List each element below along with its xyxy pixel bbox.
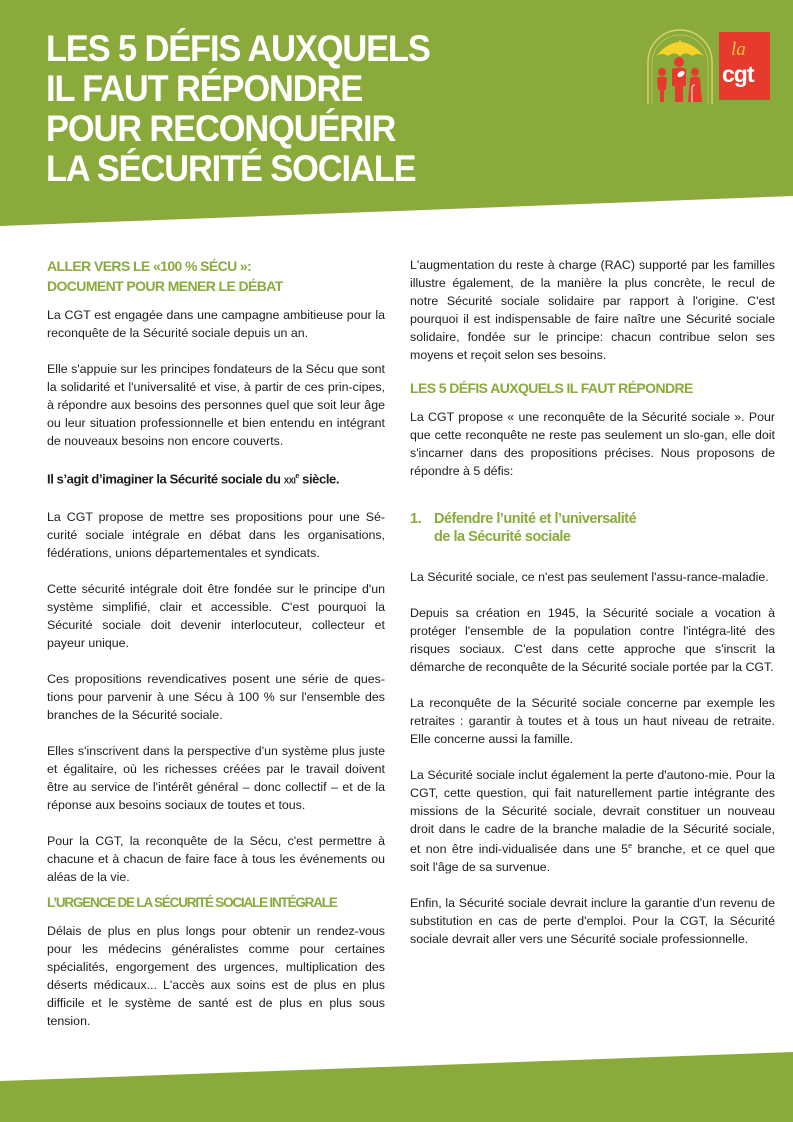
paragraph: Elle s'appuie sur les principes fondateurs de la Sécu que sont la solidarité et l'universalité et vise, à partir de ces prin-cipes, à répondre aux besoins des personnes quel que soit leur âge ou leur situation professionnelle et bien entendu en intégrant de nouveaux besoins non encore couverts. — [47, 362, 385, 448]
paragraph: La CGT est engagée dans une campagne ambitieuse pour la reconquête de la Sécurité sociale depuis un an. — [47, 308, 385, 340]
autonomie-text-end: branche, et ce quel que soit l'âge de sa survenue. — [410, 842, 775, 875]
securite-sociale-logo-icon — [642, 26, 718, 106]
autonomie-text: La Sécurité sociale inclut également la perte d'autono-mie. Pour la CGT, cette question, qui fait naturellement partie intégrante des missions de la Sécurité sociale, devrait constituer un nouveau droit dans le cadre de la branche maladie de la Sécurité sociale, et non être indi-vidualisée dans une 5 — [410, 768, 775, 857]
section-heading-urgence: L’URGENCE DE LA SÉCURITÉ SOCIALE INTÉGRALE — [47, 895, 337, 911]
paragraph: Pour la CGT, la reconquête de la Sécu, c'est permettre à chacune et à chacun de faire face à tous les événements ou aléas de la vie. — [47, 834, 385, 885]
footer-banner — [0, 1040, 793, 1122]
defi-1-heading — [410, 510, 775, 546]
autonomie-sup: e — [628, 843, 632, 850]
title-line-1: LES 5 DÉFIS AUXQUELS — [46, 28, 430, 69]
paragraph: L'augmentation du reste à charge (RAC) supporté par les familles illustre également, de la manière la plus concrète, le recul de notre Sécurité sociale solidaire par rapport à l'origine. C'est pourquoi il est indispensable de faire naître une Sécurité sociale solidaire, fondée sur le principe: chacun contribue selon ses moyens et reçoit selon ses besoins. — [410, 258, 775, 362]
lead-text-end: siècle. — [298, 471, 340, 487]
page-title — [46, 29, 567, 189]
lead-sup: e — [295, 473, 299, 480]
heading-line-1: ALLER VERS LE «100 % SÉCU »: — [47, 258, 252, 274]
paragraph: Délais de plus en plus longs pour obtenir un rendez-vous pour les médecins généralistes comme pour certaines spécialités, engorgement des urgences, multiplication des déserts médicaux... L'accès aux soins est de plus en plus difficile et le système de santé est de plus en plus sous tension. — [47, 924, 385, 1029]
paragraph: Enfin, la Sécurité sociale devrait inclure la garantie d'un revenu de substitution en cas de perte d'emploi. Pour la CGT, la Sécurité sociale devrait aller vers une Sécurité sociale professionnelle. — [410, 896, 775, 947]
paragraph: Cette sécurité intégrale doit être fondée sur le principe d'un système simplifié, clair et accessible. C'est pourquoi la Sécurité sociale doit devenir interlocuteur, collecteur et payeur unique. — [47, 582, 385, 651]
lead-century: XXI — [283, 476, 296, 486]
cgt-logo-la: la — [731, 39, 746, 60]
title-line-3: POUR RECONQUÉRIR — [46, 108, 396, 149]
paragraph: La CGT propose « une reconquête de la Sécurité sociale ». Pour que cette reconquête ne reste pas seulement un slo-gan, elle doit s'incarner dans des propositions précises. Nous proposons de répondre à 5 défis: — [410, 410, 775, 478]
paragraph: Elles s'inscrivent dans la perspective d'un système plus juste et égalitaire, où les richesses créées par le travail doivent être au service de l'intérêt général – donc collectif – et de la réponse aux besoins sociaux de toutes et tous. — [47, 744, 385, 813]
paragraph: La reconquête de la Sécurité sociale concerne par exemple les retraites : garantir à toutes et à tous un haut niveau de retraite. Elle concerne aussi la famille. — [410, 696, 775, 746]
section-heading-5-defis: LES 5 DÉFIS AUXQUELS IL FAUT RÉPONDRE — [410, 380, 693, 396]
paragraph: La CGT propose de mettre ses propositions pour une Sé-curité sociale intégrale en débat dans les organisations, fédérations, unions départementales et syndicats. — [47, 510, 385, 561]
heading-line-2: DOCUMENT POUR MENER LE DÉBAT — [47, 278, 283, 294]
left-column — [47, 256, 385, 1048]
cgt-logo-text: cgt — [722, 61, 754, 87]
lead-statement — [47, 468, 385, 490]
title-line-4: LA SÉCURITÉ SOCIALE — [46, 148, 416, 189]
paragraph: La Sécurité sociale, ce n'est pas seulement l'assu-rance-maladie. — [410, 570, 769, 584]
defi-line-2: de la Sécurité sociale — [434, 529, 571, 545]
defi-number: 1. — [410, 511, 422, 527]
title-line-2: IL FAUT RÉPONDRE — [46, 68, 363, 109]
section-heading-100-secu — [47, 256, 385, 296]
right-column — [410, 256, 775, 966]
cgt-logo — [719, 32, 770, 100]
paragraph: Depuis sa création en 1945, la Sécurité sociale a vocation à protéger l'ensemble de la population contre l'intégra-lité des risques sociaux. C'est dans cette approche que s'inscrit la démarche de reconquête de la Sécurité sociale portée par la CGT. — [410, 606, 775, 674]
lead-text: Il s’agit d’imaginer la Sécurité sociale du — [47, 471, 284, 487]
defi-line-1: Défendre l’unité et l’universalité — [434, 511, 637, 527]
paragraph: Ces propositions revendicatives posent une série de ques-tions pour parvenir à une Sécu à 100 % sur l'ensemble des branches de la Sécurité sociale. — [47, 672, 385, 723]
paragraph-autonomie — [410, 766, 775, 876]
